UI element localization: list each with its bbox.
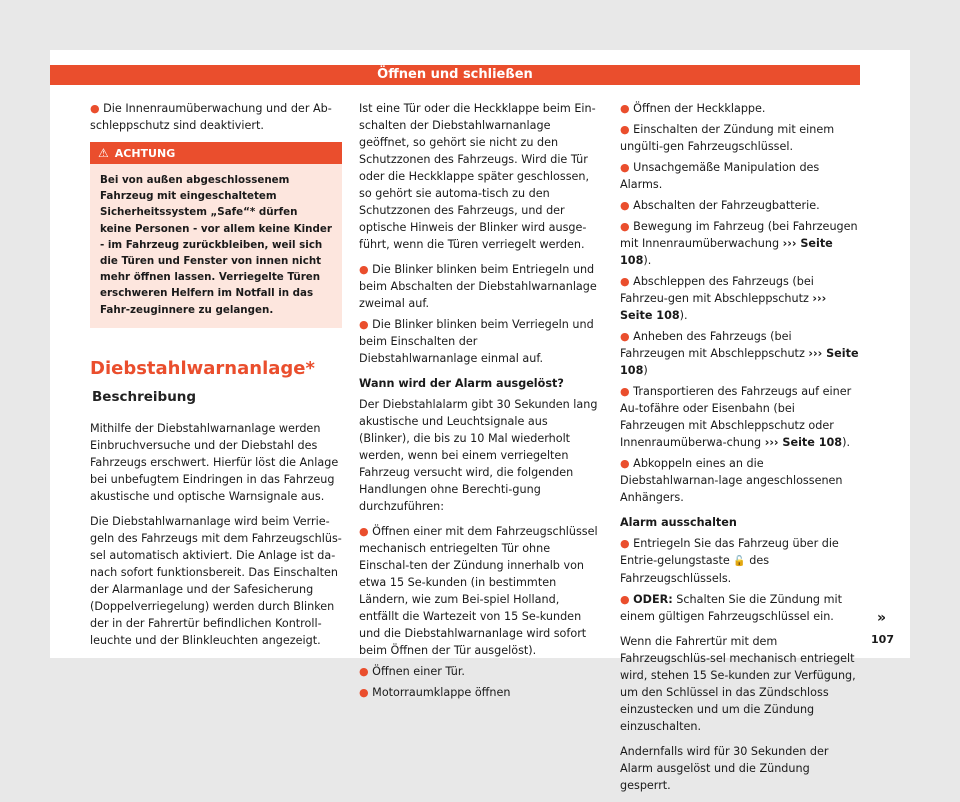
continue-mark: »: [876, 610, 886, 626]
section-title: Diebstahlwarnanlage*: [90, 357, 315, 379]
warning-box: [90, 142, 342, 328]
page-reference-link[interactable]: ››› Seite 108: [620, 347, 859, 377]
subheading: Alarm ausschalten: [620, 516, 737, 529]
bullet-icon: ●: [90, 102, 100, 115]
warning-text: Bei von außen abgeschlossenem Fahrzeug mit eingeschaltetem Sicherheitssystem „Safe“* dürfen keine Personen - vor allem keine Kinder - im Fahrzeug zurückbleiben, weil sich die Türen und Fenster von innen nicht mehr öffnen lassen. Verriegelte Türen erschweren Helfern im Notfall in das Fahr-zeuginnere zu gelangen.: [100, 174, 332, 316]
page-reference-link[interactable]: ››› Seite 108: [620, 237, 833, 267]
bullet-icon: ●: [359, 263, 369, 276]
list-item: ● Abschalten der Fahrzeugbatterie.: [620, 199, 820, 212]
list-item: ● Die Innenraumüberwachung und der Ab-schleppschutz sind deaktiviert.: [90, 102, 332, 132]
bullet-icon: ●: [620, 330, 630, 343]
subsection-title: Beschreibung: [92, 388, 197, 405]
bullet-icon: ●: [620, 537, 630, 550]
list-item: ● Öffnen der Heckklappe.: [620, 102, 766, 115]
paragraph: Mithilfe der Diebstahlwarnanlage werden Einbruchversuche und der Diebstahl des Fahrzeugs erschwert. Hierfür löst die Anlage bei unbefugtem Eindringen in das Fahrzeug akustische und optische Warnsignale aus.: [90, 421, 339, 503]
list-item: ● Motorraumklappe öffnen: [359, 686, 511, 699]
paragraph: Ist eine Tür oder die Heckklappe beim Ein-schalten der Diebstahlwarnanlage geöffnet, so gehört sie nicht zu den Schutzzonen des Fahrzeugs. Wird die Tür oder die Heckklappe später geschlossen, so gehört sie automa-tisch zu den Schutzzonen des Fahrzeugs, und der optische Hinweis der Blinker wird ausge-führt, wenn die Türen verriegelt werden.: [359, 102, 596, 251]
paragraph: Der Diebstahlalarm gibt 30 Sekunden lang akustische und Leuchtsignale aus (Blinker), die bis zu 10 Mal wiederholt werden, wenn bei einem verriegelten Fahrzeug versucht wird, die folgenden Handlungen ohne Berechti-gung durchzuführen:: [359, 398, 598, 513]
list-item: ● Einschalten der Zündung mit einem ungülti-gen Fahrzeugschlüssel.: [620, 123, 835, 153]
list-item: ● Öffnen einer Tür.: [359, 665, 465, 678]
list-item: ● Transportieren des Fahrzeugs auf einer Au-tofähre oder Eisenbahn (bei Fahrzeugen mit Abschleppschutz oder Innenraumüberwa-chung ››› Seite 108).: [620, 385, 852, 449]
list-item: ● Abschleppen des Fahrzeugs (bei Fahrzeu-gen mit Abschleppschutz ››› Seite 108).: [620, 275, 827, 322]
column-middle: [359, 100, 599, 705]
warning-header: ⚠ ACHTUNG: [90, 142, 342, 164]
page-reference-link[interactable]: ››› Seite 108: [764, 436, 843, 449]
bullet-icon: ●: [620, 220, 630, 233]
page-header: Öffnen und schließen: [50, 65, 860, 85]
paragraph: Andernfalls wird für 30 Sekunden der Alarm ausgelöst und die Zündung gesperrt.: [620, 745, 829, 792]
list-item: ● ODER: Schalten Sie die Zündung mit einem gültigen Fahrzeugschlüssel ein.: [620, 593, 842, 623]
list-item: ● Abkoppeln eines an die Diebstahlwarnan-lage angeschlossenen Anhängers.: [620, 457, 843, 504]
bullet-icon: ●: [359, 686, 369, 699]
paragraph: Wenn die Fahrertür mit dem Fahrzeugschlüs-sel mechanisch entriegelt wird, stehen 15 Se-kunden zur Verfügung, um den Schlüssel in das Zündschloss einzustecken und um die Zündung einzuschalten.: [620, 635, 856, 733]
paragraph: Die Diebstahlwarnanlage wird beim Verrie-geln des Fahrzeugs mit dem Fahrzeugschlüs-sel automatisch aktiviert. Die Anlage ist da-nach sofort funktionsbereit. Das Einschalten der Alarmanlage und der Safesicherung (Doppelverriegelung) werden durch Blinken der in der Fahrertür befindlichen Kontroll-leuchte und der Blinkleuchten angezeigt.: [90, 514, 342, 647]
bullet-icon: ●: [359, 525, 369, 538]
bullet-icon: ●: [620, 161, 630, 174]
column-left: [90, 100, 342, 657]
bullet-icon: ●: [620, 275, 630, 288]
bullet-icon: ●: [620, 385, 630, 398]
subheading: Wann wird der Alarm ausgelöst?: [359, 377, 564, 390]
bullet-icon: ●: [359, 318, 369, 331]
list-item: ● Anheben des Fahrzeugs (bei Fahrzeugen mit Abschleppschutz ››› Seite 108): [620, 330, 859, 377]
list-item: ● Bewegung im Fahrzeug (bei Fahrzeugen mit Innenraumüberwachung ››› Seite 108).: [620, 220, 858, 267]
bullet-icon: ●: [359, 665, 369, 678]
list-item: ● Unsachgemäße Manipulation des Alarms.: [620, 161, 820, 191]
bullet-icon: ●: [620, 457, 630, 470]
warning-triangle-icon: ⚠: [98, 146, 109, 160]
page-number: 107: [871, 633, 894, 646]
page-reference-link[interactable]: ››› Seite 108: [620, 292, 827, 322]
list-item: ● Die Blinker blinken beim Verriegeln und beim Einschalten der Diebstahlwarnanlage einmal auf.: [359, 318, 594, 365]
column-right: [620, 100, 860, 802]
list-item: ● Entriegeln Sie das Fahrzeug über die Entrie-gelungstaste 🔓 des Fahrzeugschlüssels.: [620, 537, 839, 585]
bullet-icon: ●: [620, 102, 630, 115]
bullet-icon: ●: [620, 123, 630, 136]
bullet-icon: ●: [620, 593, 630, 606]
unlock-icon: 🔓: [733, 556, 746, 567]
bullet-icon: ●: [620, 199, 630, 212]
list-item: ● Die Blinker blinken beim Entriegeln und beim Abschalten der Diebstahlwarnanlage zweimal auf.: [359, 263, 597, 310]
list-item: ● Öffnen einer mit dem Fahrzeugschlüssel mechanisch entriegelten Tür ohne Einschal-ten der Zündung innerhalb von etwa 15 Se-kunden (in bestimmten Ländern, wie zum Bei-spiel Holland, entfällt die Wartezeit von 15 Se-kunden und die Diebstahlwarnanlage wird sofort beim Öffnen der Tür ausgelöst).: [359, 525, 598, 657]
